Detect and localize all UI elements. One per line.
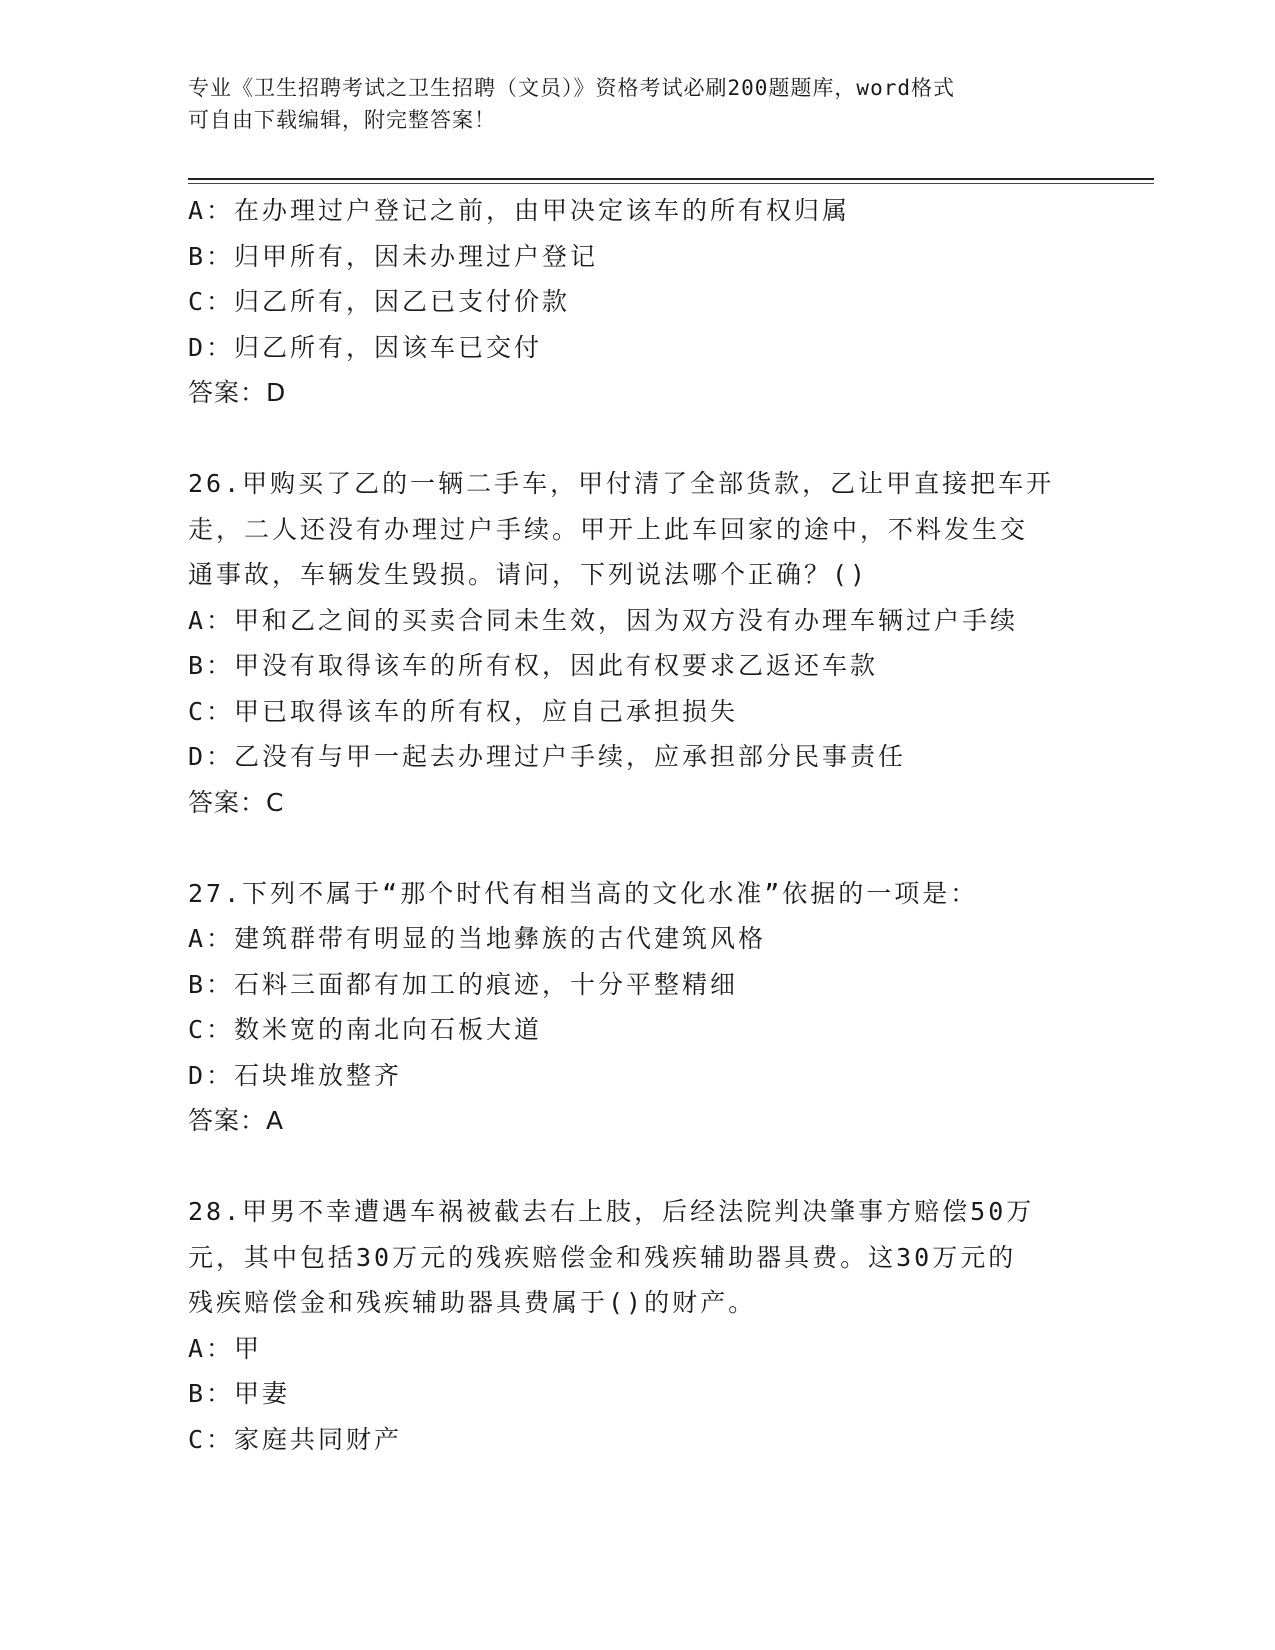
option-a: A：甲 [188, 1333, 263, 1363]
header-title-line-1: 专业《卫生招聘考试之卫生招聘（文员）》资格考试必刷200题题库，word格式 [188, 76, 955, 100]
option-a: A：建筑群带有明显的当地彝族的古代建筑风格 [188, 924, 767, 953]
answer-line: 答案：A [188, 1106, 285, 1135]
question-stem-line: 28.甲男不幸遭遇车祸被截去右上肢，后经法院判决肇事方赔偿50万 [188, 1197, 1035, 1226]
question-spacer [188, 825, 1088, 871]
question-stem-line: 走，二人还没有办理过户手续。甲开上此车回家的途中，不料发生交 [188, 514, 1029, 544]
question-spacer [188, 1144, 1088, 1190]
option-d: D：乙没有与甲一起去办理过户手续，应承担部分民事责任 [188, 742, 907, 771]
question-28 [188, 1189, 1088, 1462]
document-header [188, 72, 1088, 136]
option-b: B：归甲所有，因未办理过户登记 [188, 241, 599, 271]
question-list [188, 188, 1088, 1462]
question-stem-line: 残疾赔偿金和残疾辅助器具费属于()的财产。 [188, 1288, 757, 1317]
answer-line: 答案：D [188, 378, 287, 407]
option-c: C：家庭共同财产 [188, 1424, 403, 1454]
option-b: B：石料三面都有加工的痕迹，十分平整精细 [188, 969, 739, 999]
header-divider-thin [188, 183, 1154, 184]
option-a: A：在办理过户登记之前，由甲决定该车的所有权归属 [188, 196, 851, 225]
question-27 [188, 871, 1088, 1144]
header-title-line-2: 可自由下载编辑，附完整答案！ [188, 108, 496, 132]
question-26 [188, 461, 1088, 825]
option-d: D：石块堆放整齐 [188, 1060, 403, 1090]
question-stem-line: 通事故，车辆发生毁损。请问，下列说法哪个正确？() [188, 560, 869, 589]
question-stem-line: 27.下列不属于“那个时代有相当高的文化水准”依据的一项是： [188, 878, 979, 908]
question-25 [188, 188, 1088, 416]
option-c: C：归乙所有，因乙已支付价款 [188, 287, 571, 316]
option-d: D：归乙所有，因该车已交付 [188, 332, 543, 362]
option-c: C：数米宽的南北向石板大道 [188, 1015, 543, 1044]
header-divider-thick [188, 178, 1154, 180]
option-b: B：甲妻 [188, 1379, 291, 1408]
answer-line: 答案：C [188, 787, 285, 817]
option-c: C：甲已取得该车的所有权，应自己承担损失 [188, 696, 739, 726]
question-stem-line: 元，其中包括30万元的残疾赔偿金和残疾辅助器具费。这30万元的 [188, 1242, 1017, 1272]
option-b: B：甲没有取得该车的所有权，因此有权要求乙返还车款 [188, 651, 879, 680]
question-stem-line: 26.甲购买了乙的一辆二手车，甲付清了全部货款，乙让甲直接把车开 [188, 469, 1055, 498]
option-a: A：甲和乙之间的买卖合同未生效，因为双方没有办理车辆过户手续 [188, 605, 1019, 635]
question-spacer [188, 416, 1088, 462]
